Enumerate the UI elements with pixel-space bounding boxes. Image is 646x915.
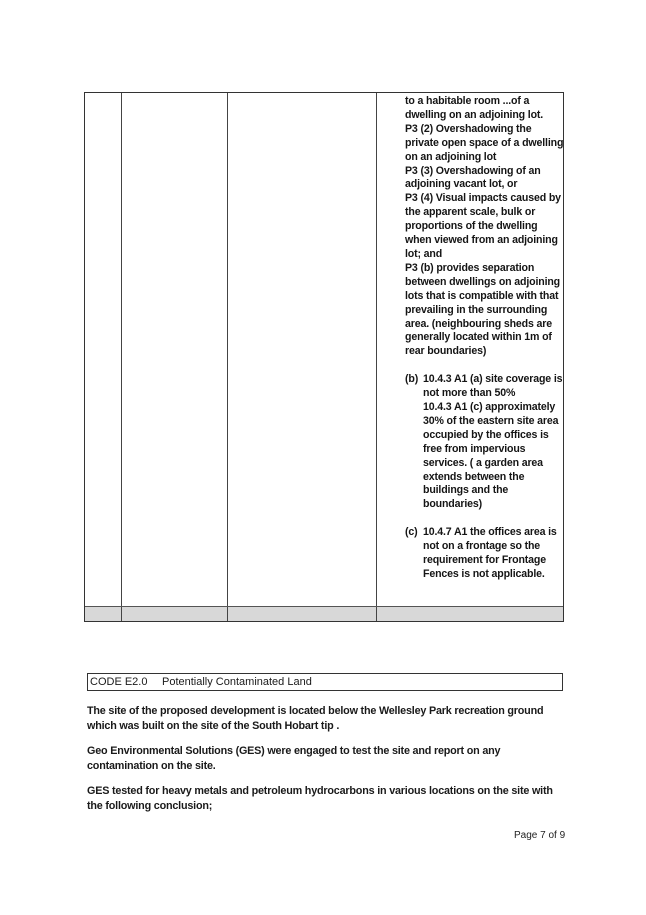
- item-b-line: 10.4.3 A1 (a) site coverage is: [423, 373, 563, 386]
- cell-line: adjoining vacant lot, or: [405, 178, 518, 191]
- cell-line: the apparent scale, bulk or: [405, 206, 536, 219]
- code-title: Potentially Contaminated Land: [162, 676, 312, 688]
- column-divider: [227, 93, 228, 621]
- paragraph: The site of the proposed development is located below the Wellesley Park recreation ground which was built on the site of the South Hobart tip .: [87, 705, 544, 732]
- item-b-line: extends between the: [423, 470, 525, 483]
- assessment-cell: [405, 95, 564, 582]
- item-c-line: Fences is not applicable.: [423, 568, 545, 580]
- item-c-line: requirement for Frontage: [423, 554, 546, 567]
- cell-line: when viewed from an adjoining: [405, 234, 558, 247]
- assessment-table: [84, 92, 564, 622]
- table-footer-row: [85, 606, 563, 621]
- cell-line: between dwellings on adjoining: [405, 275, 561, 288]
- item-c-line: not on a frontage so the: [423, 540, 541, 553]
- cell-line: generally located within 1m of: [405, 331, 552, 344]
- column-divider: [376, 93, 377, 621]
- item-b-line: 30% of the eastern site area: [423, 414, 559, 427]
- cell-line: on an adjoining lot: [405, 150, 497, 163]
- item-b-line: services. ( a garden area: [423, 456, 543, 469]
- item-b-marker: (b): [405, 373, 419, 386]
- item-c-line: 10.4.7 A1 the offices area is: [423, 526, 557, 539]
- item-b-line: 10.4.3 A1 (c) approximately: [423, 401, 556, 414]
- cell-line: dwelling on an adjoining lot.: [405, 108, 544, 121]
- item-c-marker: (c): [405, 526, 418, 539]
- paragraph: GES tested for heavy metals and petroleum hydrocarbons in various locations on the site with the following conclusion;: [87, 785, 553, 812]
- column-divider: [121, 93, 122, 621]
- item-b-line: buildings and the: [423, 484, 509, 497]
- item-b-line: occupied by the offices is: [423, 428, 549, 441]
- cell-line: lots that is compatible with that: [405, 289, 559, 302]
- paragraph: Geo Environmental Solutions (GES) were engaged to test the site and report on any contamination on the site.: [87, 745, 501, 772]
- item-b-line: free from impervious: [423, 442, 526, 455]
- item-b: [405, 373, 561, 512]
- cell-line: lot; and: [405, 247, 443, 260]
- item-b-line: not more than 50%: [423, 387, 516, 400]
- cell-line: private open space of a dwelling: [405, 136, 564, 149]
- cell-line: area. (neighbouring sheds are: [405, 317, 552, 330]
- item-c: [405, 526, 561, 582]
- page-number: Page 7 of 9: [514, 830, 566, 841]
- cell-line: P3 (b) provides separation: [405, 261, 535, 274]
- cell-line: P3 (3) Overshadowing of an: [405, 164, 541, 177]
- code-header: [87, 673, 563, 691]
- cell-line: proportions of the dwelling: [405, 220, 538, 233]
- cell-line: P3 (2) Overshadowing the: [405, 122, 532, 135]
- cell-line: to a habitable room ...of a: [405, 95, 530, 107]
- cell-line: rear boundaries): [405, 345, 487, 358]
- item-b-line: boundaries): [423, 498, 482, 511]
- cell-line: prevailing in the surrounding: [405, 303, 548, 316]
- code-number: CODE E2.0: [90, 676, 148, 688]
- cell-line: P3 (4) Visual impacts caused by: [405, 192, 561, 205]
